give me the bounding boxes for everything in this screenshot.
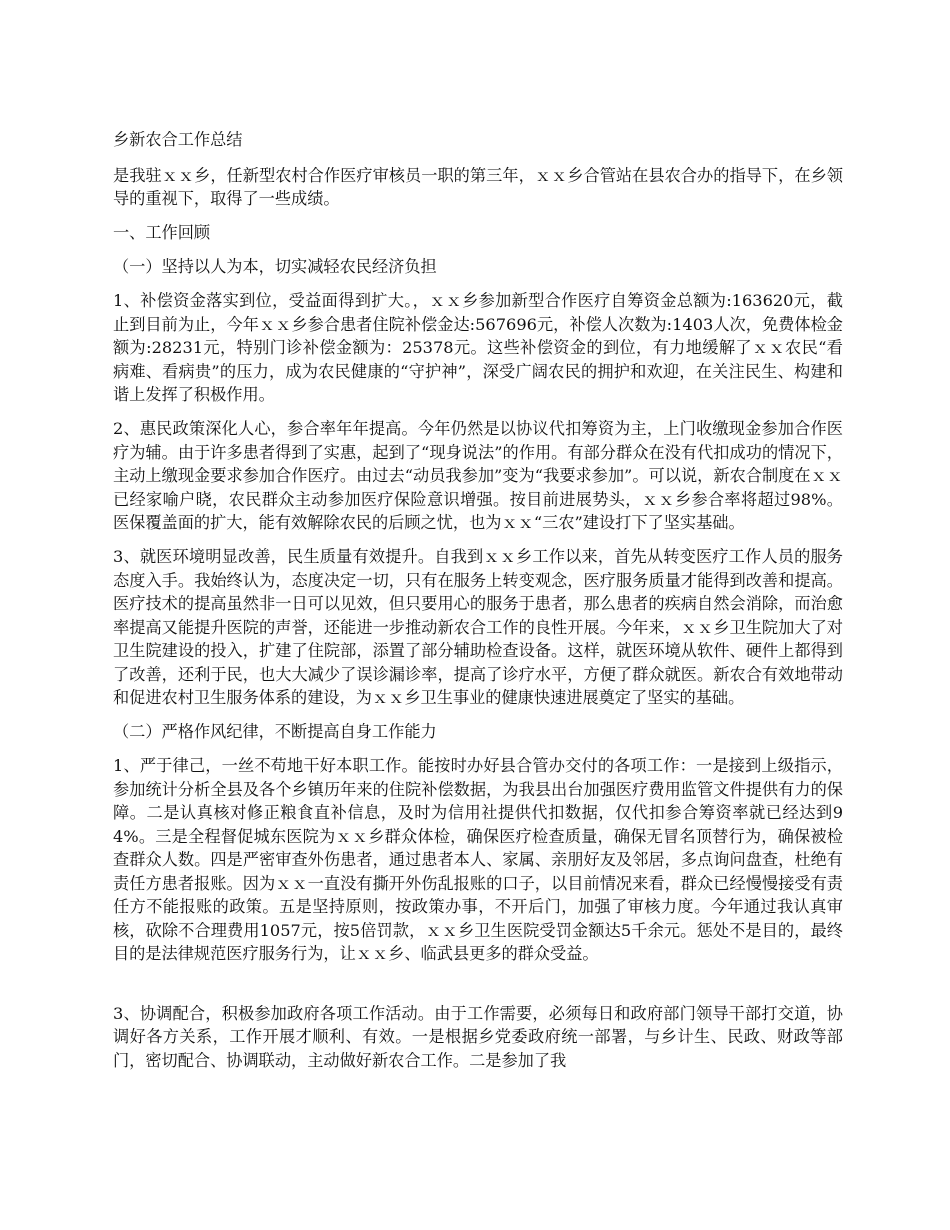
subsection-heading-people-oriented: （一）坚持以人为本，切实减轻农民经济负担 (113, 257, 437, 276)
document-title: 乡新农合工作总结 (113, 130, 243, 149)
paragraph-strict-self-discipline: 1、严于律己，一丝不苟地干好本职工作。能按时办好县合管办交付的各项工作：一是接到上级指示，参加统计分析全县及各个乡镇历年来的住院补偿数据，为我县出台加强医疗费用监管文件提供有力的保障。二是认真核对修正粮食直补信息，及时为信用社提供代扣数据，仅代扣参合筹资率就已经达到94%。三是全程督促城东医院为ｘｘ乡群众体检，确保医疗检查质量，确保无冒名顶替行为，确保被检查群众人数。四是严密审查外伤患者，通过患者本人、家属、亲朋好友及邻居，多点询问盘查，杜绝有责任方患者报账。因为ｘｘ一直没有撕开外伤乱报账的口子，以目前情况来看，群众已经慢慢接受有责任方不能报账的政策。五是坚持原则，按政策办事，不开后门，加强了审核力度。今年通过我认真审核，砍除不合理费用1057元，按5倍罚款，ｘｘ乡卫生医院受罚金额达5千余元。惩处不是目的，最终目的是法律规范医疗服务行为，让ｘｘ乡、临武县更多的群众受益。 (113, 756, 843, 963)
subsection-heading-discipline: （二）严格作风纪律，不断提高自身工作能力 (113, 722, 437, 741)
section-heading-work-review: 一、工作回顾 (113, 223, 211, 242)
paragraph-compensation-funds: 1、补偿资金落实到位，受益面得到扩大。，ｘｘ乡参加新型合作医疗自筹资金总额为:163620元，截止到目前为止，今年ｘｘ乡参合患者住院补偿金达:567696元，补偿人次数为:1403人次，免费体检金额为:28231元，特别门诊补偿金额为：25378元。这些补偿资金的到位，有力地缓解了ｘｘ农民“看病难、看病贵”的压力，成为农民健康的“守护神”，深受广阔农民的拥护和欢迎，在关注民生、构建和谐上发挥了积极作用。 (113, 291, 843, 404)
paragraph-medical-environment: 3、就医环境明显改善，民生质量有效提升。自我到ｘｘ乡工作以来，首先从转变医疗工作人员的服务态度入手。我始终认为，态度决定一切，只有在服务上转变观念，医疗服务质量才能得到改善和提高。医疗技术的提高虽然非一日可以见效，但只要用心的服务于患者，那么患者的疾病自然会消除，而治愈率提高又能提升医院的声誉，还能进一步推动新农合工作的良性开展。今年来，ｘｘ乡卫生院加大了对卫生院建设的投入，扩建了住院部，添置了部分辅助检查设备。这样，就医环境从软件、硬件上都得到了改善，还利于民，也大大减少了误诊漏诊率，提高了诊疗水平，方便了群众就医。新农合有效地带动和促进农村卫生服务体系的建设，为ｘｘ乡卫生事业的健康快速进展奠定了坚实的基础。 (113, 547, 843, 707)
paragraph-coordination: 3、协调配合，积极参加政府各项工作活动。由于工作需要，必须每日和政府部门领导干部打交道，协调好各方关系，工作开展才顺利、有效。一是根据乡党委政府统一部署，与乡计生、民政、财政等部门，密切配合、协调联动，主动做好新农合工作。二是参加了我 (113, 1003, 843, 1070)
paragraph-policy-participation: 2、惠民政策深化人心，参合率年年提高。今年仍然是以协议代扣筹资为主，上门收缴现金参加合作医疗为辅。由于许多患者得到了实惠，起到了“现身说法”的作用。有部分群众在没有代扣成功的情况下，主动上缴现金要求参加合作医疗。由过去“动员我参加”变为“我要求参加”。可以说，新农合制度在ｘｘ已经家喻户晓，农民群众主动参加医疗保险意识增强。按目前进展势头，ｘｘ乡参合率将超过98%。医保覆盖面的扩大，能有效解除农民的后顾之忧，也为ｘｘ“三农”建设打下了坚实基础。 (113, 419, 843, 532)
document-page (113, 128, 843, 1083)
intro-paragraph: 是我驻ｘｘ乡，任新型农村合作医疗审核员一职的第三年，ｘｘ乡合管站在县农合办的指导下，在乡领导的重视下，取得了一些成绩。 (113, 165, 843, 208)
